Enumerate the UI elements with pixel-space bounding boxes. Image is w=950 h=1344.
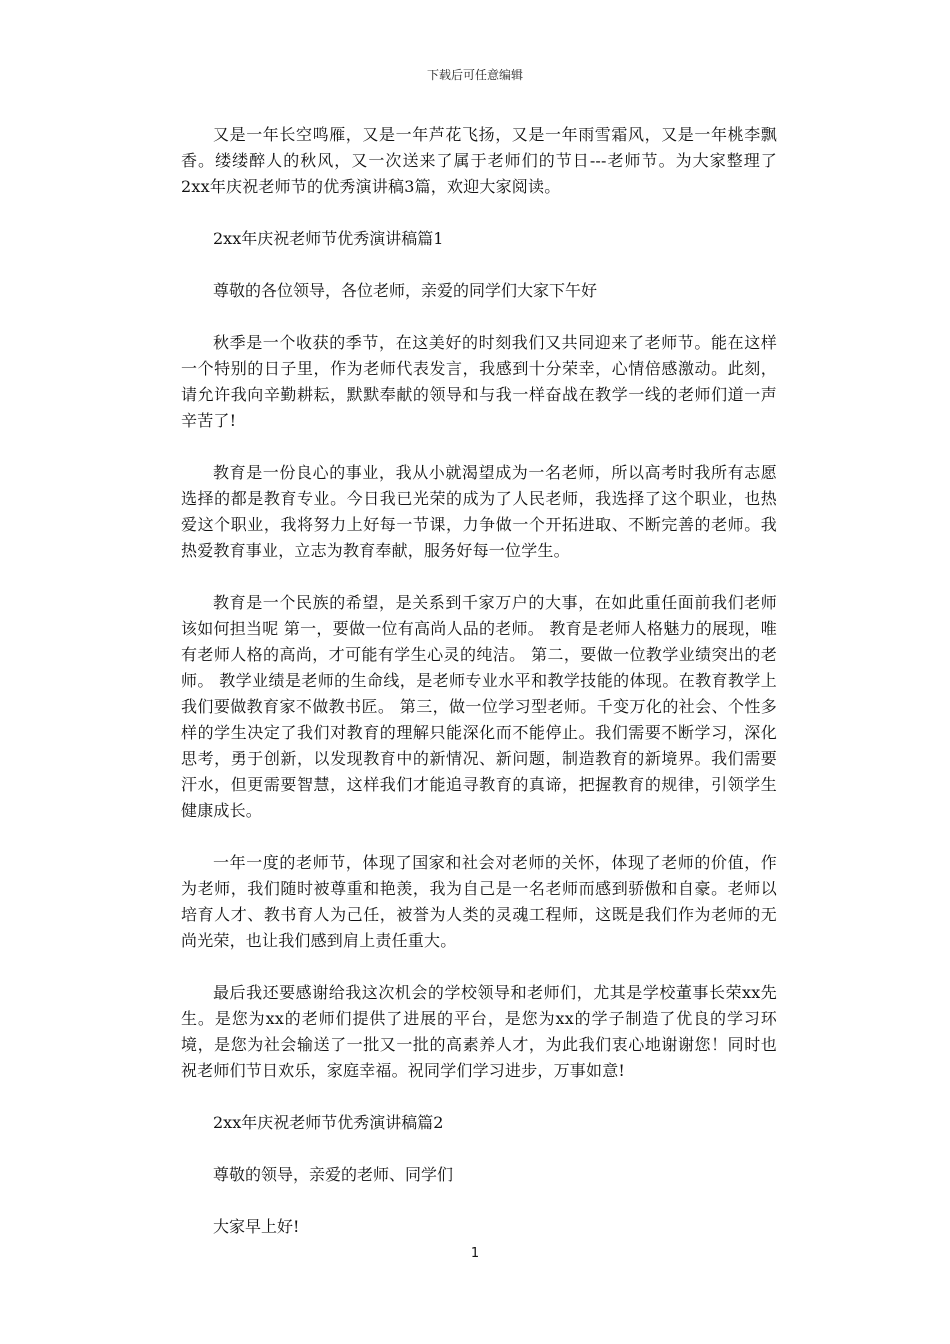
speech-2-title: 2xx年庆祝老师节优秀演讲稿篇2: [213, 1113, 444, 1132]
page-header: 下载后可任意编辑: [426, 68, 523, 82]
speech-1-paragraph-1: 秋季是一个收获的季节，在这美好的时刻我们又共同迎来了老师节。能在这样一个特别的日子里，作为老师代表发言，我感到十分荣幸，心情倍感激动。此刻，请允许我向辛勤耕耘，默默奉献的领导和与我一样奋战在教学一线的老师们道一声辛苦了!: [181, 333, 777, 430]
speech-1-paragraph-2: 教育是一份良心的事业，我从小就渴望成为一名老师，所以高考时我所有志愿选择的都是教育专业。今日我已光荣的成为了人民老师，我选择了这个职业，也热爱这个职业，我将努力上好每一节课，力争做一个开拓进取、不断完善的老师。我热爱教育事业，立志为教育奉献，服务好每一位学生。: [181, 463, 777, 560]
document-body: [181, 122, 777, 1266]
speech-1-title: 2xx年庆祝老师节优秀演讲稿篇1: [213, 229, 444, 248]
speech-2-opening: 大家早上好!: [213, 1217, 300, 1236]
speech-1-paragraph-3: 教育是一个民族的希望，是关系到千家万户的大事，在如此重任面前我们老师该如何担当呢 第一，要做一位有高尚人品的老师。 教育是老师人格魅力的展现，唯有老师人格的高尚，才可能有学生心灵的纯洁。 第二，要做一位教学业绩突出的老师。 教学业绩是老师的生命线，是老师专业水平和教学技能的体现。在教育教学上我们要做教育家不做教书匠。 第三，做一位学习型老师。千变万化的社会、个性多样的学生决定了我们对教育的理解只能深化而不能停止。我们需要不断学习，深化思考，勇于创新，以发现教育中的新情况、新问题，制造教育的新境界。我们需要汗水，但更需要智慧，这样我们才能追寻教育的真谛，把握教育的规律，引领学生健康成长。: [181, 593, 777, 820]
page-number: 1: [470, 1246, 480, 1261]
speech-1-paragraph-4: 一年一度的老师节，体现了国家和社会对老师的关怀，体现了老师的价值，作为老师，我们随时被尊重和艳羡，我为自己是一名老师而感到骄傲和自豪。老师以培育人才、教书育人为己任，被誉为人类的灵魂工程师，这既是我们作为老师的无尚光荣，也让我们感到肩上责任重大。: [181, 853, 777, 950]
speech-2-greeting: 尊敬的领导，亲爱的老师、同学们: [213, 1165, 454, 1184]
speech-1-paragraph-5: 最后我还要感谢给我这次机会的学校领导和老师们，尤其是学校董事长荣xx先生。是您为xx的老师们提供了进展的平台，是您为xx的学子制造了优良的学习环境，是您为社会输送了一批又一批的高素养人才，为此我们衷心地谢谢您！同时也祝老师们节日欢乐，家庭幸福。祝同学们学习进步，万事如意!: [181, 983, 777, 1080]
speech-1-greeting: 尊敬的各位领导，各位老师，亲爱的同学们大家下午好: [213, 281, 598, 300]
intro-paragraph: 又是一年长空鸣雁，又是一年芦花飞扬，又是一年雨雪霜风，又是一年桃李飘香。缕缕醉人的秋风，又一次送来了属于老师们的节日---老师节。为大家整理了2xx年庆祝老师节的优秀演讲稿3篇，欢迎大家阅读。: [181, 125, 777, 196]
